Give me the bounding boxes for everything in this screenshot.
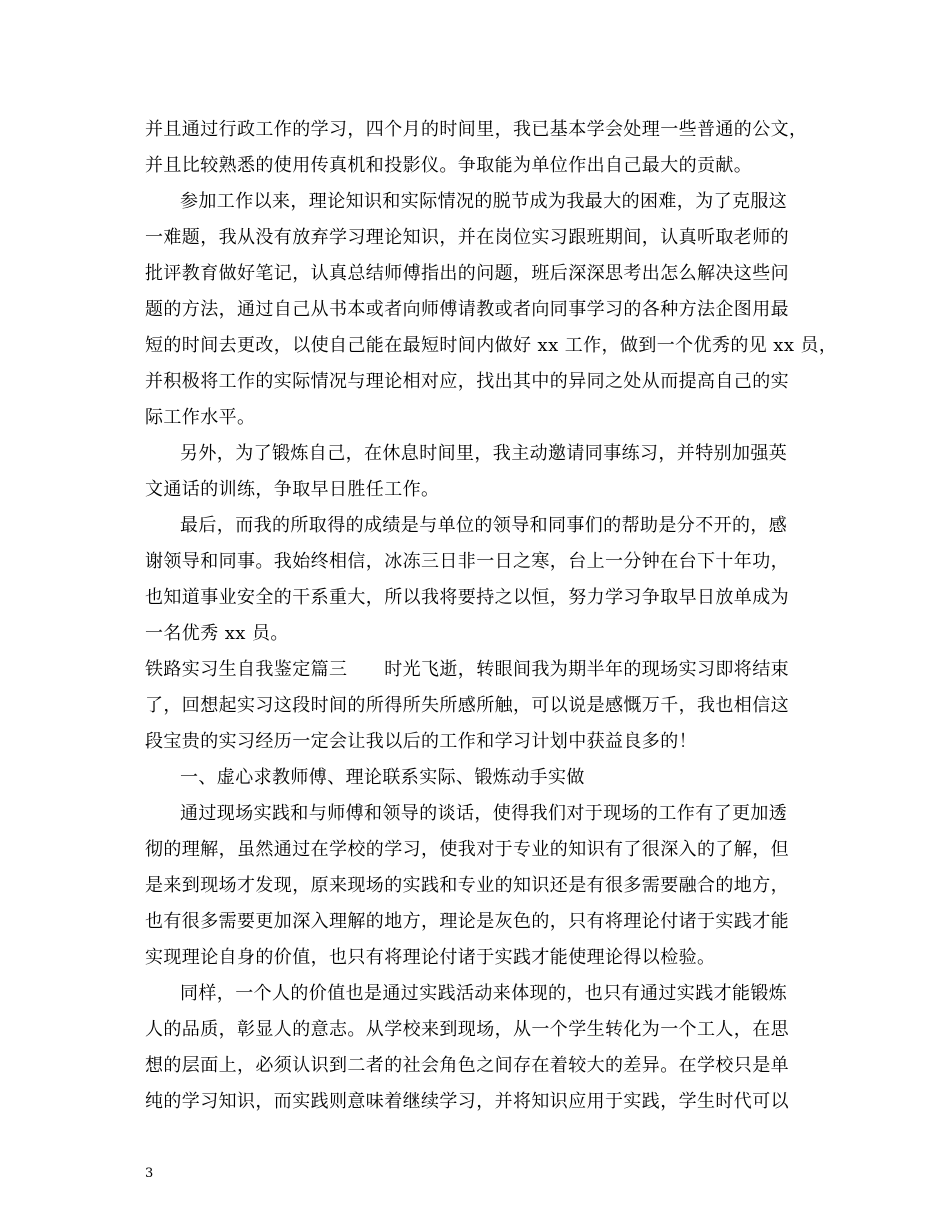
text-line: 并且通过行政工作的学习，四个月的时间里，我已基本学会处理一些普通的公文， <box>145 119 808 140</box>
text-line: 了，回想起实习这段时间的所得所失所感所触，可以说是感慨万千，我也相信这 <box>145 695 789 716</box>
text-line: 实现理论自身的价值，也只有将理论付诸于实践才能使理论得以检验。 <box>145 947 716 968</box>
text-line: 并积极将工作的实际情况与理论相对应，找出其中的异同之处从而提高自己的实 <box>145 371 789 392</box>
text-line: 一名优秀 xx 员。 <box>145 623 289 644</box>
paragraph-first-line: 参加工作以来，理论知识和实际情况的脱节成为我最大的困难，为了克服这 <box>180 191 788 212</box>
text-line: 并且比较熟悉的使用传真机和投影仪。争取能为单位作出自己最大的贡献。 <box>145 155 753 176</box>
paragraph-first-line: 通过现场实践和与师傅和领导的谈话，使得我们对于现场的工作有了更加透 <box>180 803 788 824</box>
text-line: 想的层面上，必须认识到二者的社会角色之间存在着较大的差异。在学校只是单 <box>145 1055 789 1076</box>
text-line: 也有很多需要更加深入理解的地方，理论是灰色的，只有将理论付诸于实践才能 <box>145 911 789 932</box>
paragraph-first-line: 同样，一个人的价值也是通过实践活动来体现的，也只有通过实践才能锻炼 <box>180 983 788 1004</box>
text-line: 彻的理解，虽然通过在学校的学习，使我对于专业的知识有了很深入的了解，但 <box>145 839 789 860</box>
page-number: 3 <box>145 1166 154 1181</box>
paragraph-first-line: 最后，而我的所取得的成绩是与单位的领导和同事们的帮助是分不开的，感 <box>180 515 788 536</box>
text-line: 人的品质，彰显人的意志。从学校来到现场，从一个学生转化为一个工人，在思 <box>145 1019 789 1040</box>
text-line: 题的方法，通过自己从书本或者向师傅请教或者向同事学习的各种方法企图用最 <box>145 299 789 320</box>
paragraph-first-line: 另外，为了锻炼自己，在休息时间里，我主动邀请同事练习，并特别加强英 <box>180 443 788 464</box>
section-heading-line: 铁路实习生自我鉴定篇三 时光飞逝，转眼间我为期半年的现场实习即将结束 <box>145 659 789 680</box>
text-line: 谢领导和同事。我始终相信，冰冻三日非一日之寒，台上一分钟在台下十年功， <box>145 551 789 572</box>
text-line: 短的时间去更改，以使自己能在最短时间内做好 xx 工作，做到一个优秀的见 xx 员， <box>145 335 838 356</box>
subheading-line: 一、虚心求教师傅、理论联系实际、锻炼动手实做 <box>180 767 585 788</box>
text-line: 纯的学习知识，而实践则意味着继续学习，并将知识应用于实践，学生时代可以 <box>145 1091 789 1112</box>
text-line: 段宝贵的实习经历一定会让我以后的工作和学习计划中获益良多的！ <box>145 731 697 752</box>
text-line: 际工作水平。 <box>145 407 256 428</box>
text-line: 批评教育做好笔记，认真总结师傅指出的问题，班后深深思考出怎么解决这些问 <box>145 263 789 284</box>
text-line: 也知道事业安全的干系重大，所以我将要持之以恒，努力学习争取早日放单成为 <box>145 587 789 608</box>
text-line: 是来到现场才发现，原来现场的实践和专业的知识还是有很多需要融合的地方， <box>145 875 789 896</box>
text-line: 文通话的训练，争取早日胜任工作。 <box>145 479 440 500</box>
text-line: 一难题，我从没有放弃学习理论知识，并在岗位实习跟班期间，认真听取老师的 <box>145 227 789 248</box>
